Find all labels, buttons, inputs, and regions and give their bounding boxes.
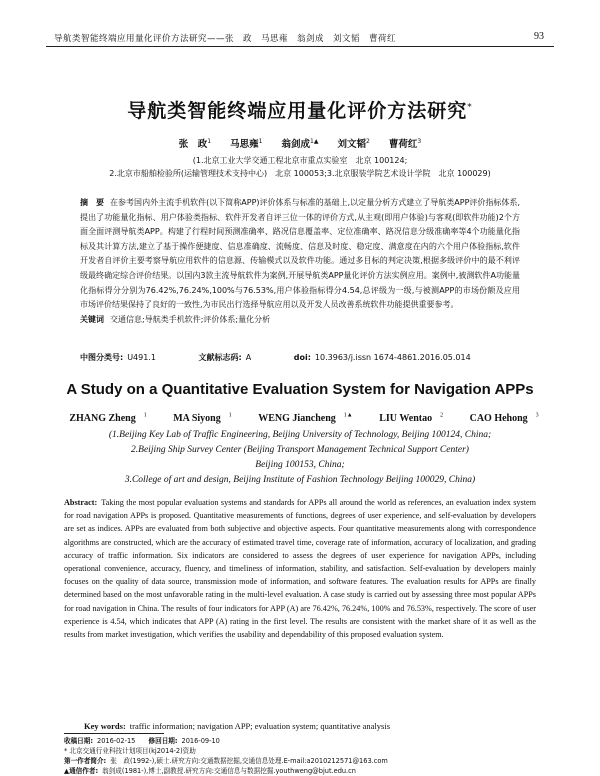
chinese-title: [0, 96, 600, 123]
chinese-authors: [0, 136, 600, 150]
keywords-cn-text: 交通信息;导航类手机软件;评价体系;量化分析: [110, 314, 271, 324]
author-en: WENG Jiancheng $^{1▲}$: [258, 413, 353, 425]
chinese-title-text: 导航类智能终端应用量化评价方法研究: [127, 100, 468, 122]
classification-line: 中图分类号: U491.1 文献标志码: A doi: 10.3963/j.issn 1674-4861.2016.05.014: [80, 353, 471, 362]
keywords-en-text: traffic information; navigation APP; evaluation system; quantitative analysis: [129, 721, 391, 731]
english-title: A Study on a Quantitative Evaluation System for Navigation APPs: [66, 381, 534, 398]
chinese-abstract: [80, 196, 520, 327]
english-authors: [0, 413, 600, 424]
author-cn: 张 政$^1$: [178, 137, 212, 150]
chinese-affiliation-line: (1.北京工业大学交通工程北京市重点实验室 北京 100124;: [192, 156, 408, 165]
running-header: [46, 30, 554, 47]
author-en: ZHANG Zheng $^1$: [69, 413, 147, 425]
author-cn: 马思雍$^1$: [230, 137, 263, 150]
footnote-divider: [64, 733, 164, 734]
english-affiliation-line: 2.Beijing Ship Survey Center (Beijing Transport Management Technical Support Center): [131, 445, 469, 455]
abstract-en-label: Abstract:: [64, 498, 98, 507]
author-cn: 曹荷红$^3$: [388, 137, 422, 150]
author-en: MA Siyong $^1$: [173, 413, 232, 425]
english-keywords: [84, 721, 390, 731]
footnote-first-author: 第一作者简介: 张 政(1992-),硕士.研究方向:交通数据挖掘,交通信息处理.E-mail:a2010212571@163.com: [64, 757, 388, 765]
abstract-cn-label: 摘 要: [80, 198, 105, 207]
page-number: 93: [534, 31, 544, 42]
author-cn: 翁剑成$^{1▲}$: [281, 137, 319, 150]
footnotes: [64, 736, 560, 776]
chinese-affiliation-line: 2.北京市船舶检验所(运输管理技术支持中心) 北京 100053;3.北京服装学院艺术设计学院 北京 100029): [109, 169, 491, 178]
english-affiliation-line: Beijing 100153, China;: [255, 460, 345, 470]
keywords-cn-label: 关键词: [80, 314, 104, 324]
author-en: LIU Wentao $^2$: [379, 413, 444, 425]
running-title: 导航类智能终端应用量化评价方法研究——张 政 马思雍 翁剑成 刘文韬 曹荷红: [54, 34, 397, 44]
english-affiliation-line: (1.Beijing Key Lab of Traffic Engineering, Beijing University of Technology, Beijing 100124, China;: [108, 430, 492, 440]
footnote-funding: * 北京交通行业科技计划项目(kj2014-2)资助: [64, 747, 196, 755]
title-footnote-mark: *: [467, 102, 473, 113]
author-en: CAO Hehong $^3$: [469, 413, 539, 425]
abstract-cn-text: 在参考国内外主流手机软件(以下简称APP)评价体系与标准的基础上,以定量分析方式建立了导航类APP评价指标体系,提出了功能量化指标、用户体验类指标、软件开发者自评三位一体的评价方式,从主观(即用户体验)与客观(即软件功能)2个方面全面评测导航类APP。构建了行程时间预测准确率、路况信息覆盖率、定位准确率、路况信息分级准确率等4个功能量化指标及其计算方法,建立了基于操作便捷度、信息准确度、流畅度、信息及时度、稳定度、满意度在内的六个用户体验指标,软件开发者自评价主要考察导航应用软件的信息源、传输模式以及软件功能。通过多目标的判定决策,根据多级评价中的最不利评级最终确定综合评价结果。以国内3款主流导航软件为案例,开展导航类APP量化评价方法实例应用。案例中,被测软件A功能量化指标得分分别为76.42%,76.24%,100%与76.53%,用户体验指标得分4.54,总评级为一级,与被测APP的市场份额及应用市场评价结果保持了良好的一致性,为市民出行选择导航应用以及开发人员改善系统软件功能提供重要参考。: [80, 198, 520, 310]
footnote-dates: 收稿日期: 2016-02-15 修回日期: 2016-09-10: [64, 737, 220, 745]
english-affiliation-line: 3.College of art and design, Beijing Institute of Fashion Technology Beijing 100029, China): [124, 475, 476, 485]
author-cn: 刘文韬$^2$: [337, 137, 370, 150]
english-abstract: [64, 496, 536, 641]
footnote-corresponding: ▲通信作者: 翁剑成(1981-),博士,副教授.研究方向:交通信息与数据挖掘.youthweng@bjut.edu.cn: [64, 767, 356, 775]
abstract-en-text: Taking the most popular evaluation systems and standards for APPs all around the world as references, an evaluation index system for road navigation APPs is proposed. Quantitative measurements of functions, degrees of user experience, and self-evaluation by developers are set as indices. APPs are evaluated from both subjective and objective aspects. Four quantitative measurements along with correspondence algorithms are constructed, which are the accuracy of estimated travel time, coverage rate of information, accuracy of localization, and grading accuracy of traffic information. Six indicators are considered to assess the degrees of user experience for navigation APPs, including operational convenience, accuracy, fluency, and timeliness of information, stability, and satisfaction. Self-evaluation by developers mainly focuses on the quality of data source, transmission mode of information, and software features. The evaluation results for APPs are finally determined based on the most unfavorable rating in the multi-level evaluation. A case study is carried out by assessing three most popular APPs for road navigation in China. The results of four indicators for APP (A) are 76.42%, 76.24%, 100% and 76.53%, respectively. The score of user experience is 4.54, which indicates that APP (A) rating in the first level. The results are consistent with the market share of it as well as the results from market investigation, which verifies the usability and dependability of this proposed evaluation system.: [64, 498, 536, 640]
keywords-en-label: Key words:: [84, 721, 126, 731]
